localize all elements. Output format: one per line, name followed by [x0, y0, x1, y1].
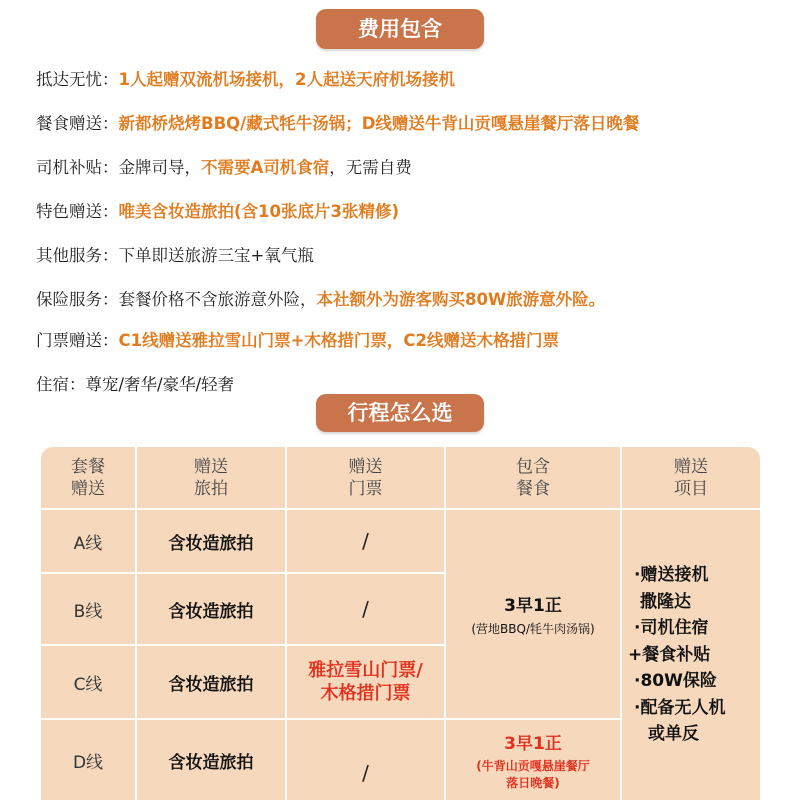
info-value-highlight: 本社额外为游客购买80W旅游意外险。 — [316, 290, 606, 309]
meal-sub: (营地BBQ/牦牛肉汤锅) — [471, 622, 595, 636]
row-name-c: C线 — [41, 646, 137, 720]
header-package — [41, 447, 137, 510]
info-value: 尊宠/奢华/豪华/轻奢 — [85, 375, 235, 394]
gift-item: 或单反 — [648, 724, 699, 745]
info-insurance — [36, 286, 605, 310]
section-title-routes: 行程怎么选 — [316, 394, 484, 432]
info-driver — [36, 154, 412, 178]
ticket-line: 雅拉雪山门票/ — [308, 660, 423, 681]
gift-item: +餐食补贴 — [628, 644, 711, 665]
header-line: 项目 — [674, 478, 708, 499]
ticket-line: 木格措门票 — [320, 683, 411, 704]
info-value: ，无需自费 — [329, 158, 412, 177]
info-value: 套餐价格不含旅游意外险， — [118, 290, 317, 309]
row-photo-d: 含妆造旅拍 — [137, 720, 287, 800]
gift-item: ·80W保险 — [634, 671, 717, 692]
gift-item: ·司机住宿 — [634, 618, 709, 639]
header-line: 赠送 — [194, 456, 228, 477]
info-value: 1人起赠双流机场接机，2人起送天府机场接机 — [118, 70, 455, 89]
meal-main: 3早1正 — [504, 596, 562, 616]
header-ticket — [287, 447, 446, 510]
info-value: C1线赠送雅拉雪山门票+木格措门票，C2线赠送木格措门票 — [118, 331, 560, 350]
header-line: 餐食 — [516, 478, 550, 499]
row-photo-c: 含妆造旅拍 — [137, 646, 287, 720]
header-line: 赠送 — [674, 456, 708, 477]
info-special — [36, 198, 399, 222]
meal-abc — [446, 510, 622, 720]
row-ticket-a: / — [287, 510, 446, 574]
gift-item: 撒隆达 — [640, 591, 691, 612]
row-ticket-d: / — [287, 720, 446, 800]
gift-item: ·赠送接机 — [634, 565, 709, 586]
row-photo-a: 含妆造旅拍 — [137, 510, 287, 574]
info-label: 司机补贴： — [36, 158, 119, 177]
meal-sub: 落日晚餐) — [506, 775, 560, 790]
info-other — [36, 242, 314, 266]
info-meal — [36, 110, 639, 134]
info-ticket — [36, 327, 559, 351]
header-line: 赠送 — [348, 456, 383, 477]
info-value: 下单即送旅游三宝+氧气瓶 — [118, 246, 314, 265]
header-line: 旅拍 — [194, 478, 228, 499]
row-ticket-c — [287, 646, 446, 720]
info-stay — [36, 371, 234, 395]
section-title-fees: 费用包含 — [316, 9, 484, 49]
info-label: 门票赠送： — [36, 331, 119, 350]
info-label: 特色赠送： — [36, 202, 119, 221]
row-name-d: D线 — [41, 720, 137, 800]
info-value: 金牌司导， — [118, 158, 201, 177]
header-line: 赠送 — [71, 478, 105, 499]
header-photo — [137, 447, 287, 510]
info-label: 抵达无忧： — [36, 70, 119, 89]
info-label: 餐食赠送： — [36, 114, 119, 133]
meal-main: 3早1正 — [504, 733, 562, 754]
meal-d — [446, 720, 622, 800]
route-table — [41, 447, 760, 800]
info-value: 新都桥烧烤BBQ/藏式牦牛汤锅；D线赠送牛背山贡嘎悬崖餐厅落日晚餐 — [118, 114, 640, 133]
header-line: 门票 — [348, 478, 383, 499]
gifts-list — [622, 510, 760, 800]
row-photo-b: 含妆造旅拍 — [137, 574, 287, 646]
info-label: 住宿： — [36, 375, 86, 394]
row-ticket-b: / — [287, 574, 446, 646]
header-line: 包含 — [516, 456, 550, 477]
info-value: 唯美含妆造旅拍(含10张底片3张精修) — [118, 202, 400, 221]
header-gifts — [622, 447, 760, 510]
meal-sub: (牛背山贡嘎悬崖餐厅 — [476, 758, 590, 773]
gift-item: ·配备无人机 — [634, 697, 726, 718]
info-label: 其他服务： — [36, 246, 119, 265]
row-name-b: B线 — [41, 574, 137, 646]
row-name-a: A线 — [41, 510, 137, 574]
header-meal — [446, 447, 622, 510]
info-value-highlight: 不需要A司机食宿 — [201, 158, 330, 177]
info-airport — [36, 66, 455, 90]
info-label: 保险服务： — [36, 290, 119, 309]
header-line: 套餐 — [71, 456, 105, 477]
